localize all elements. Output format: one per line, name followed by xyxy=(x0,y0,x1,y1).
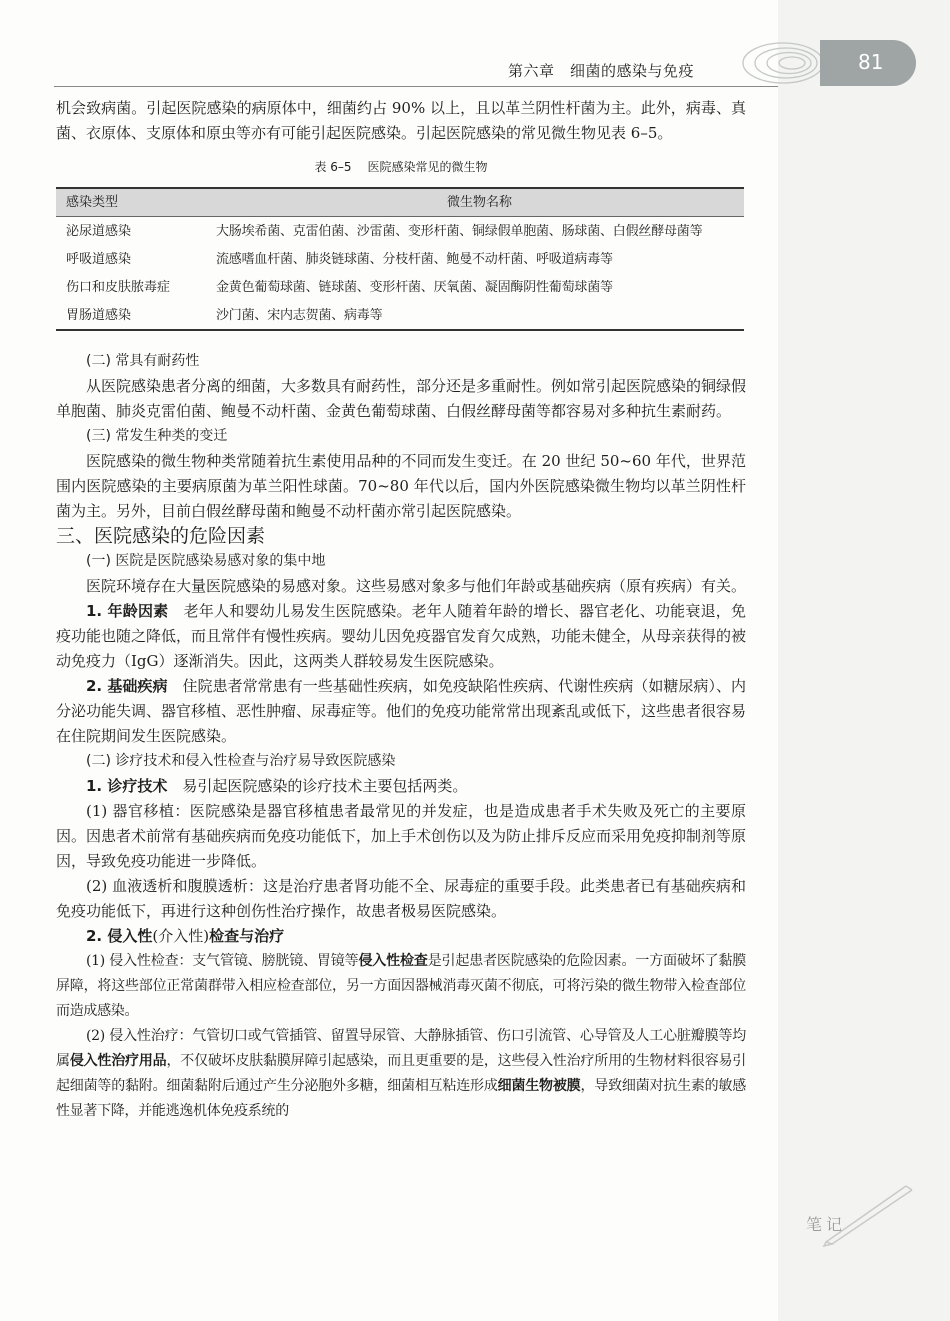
subheading: (三) 常发生种类的变迁 xyxy=(86,428,228,444)
paragraph: (2) 血液透析和腹膜透析：这是治疗患者肾功能不全、尿毒症的重要手段。此类患者已有基础疾病和免疫功能低下，再进行这种创伤性治疗操作，故患者极易医院感染。 xyxy=(56,877,746,920)
invasive-label-paren: (介入性) xyxy=(152,927,210,945)
tech-text: 易引起医院感染的诊疗技术主要包括两类。 xyxy=(182,777,468,795)
header-rule xyxy=(54,86,778,87)
table-number: 表 6–5 xyxy=(314,160,352,174)
table-header-row xyxy=(56,188,744,217)
paragraph xyxy=(56,924,746,949)
header-infection-type: 感染类型 xyxy=(56,188,215,217)
text-run: ，不仅破坏皮肤黏膜屏障引起感染，而且更重要的是，这些侵入性治疗所用的生物材料很容易引起细菌等的黏附。细菌黏附后通过产生分泌胞外多糖，细菌相互粘连形成 xyxy=(56,1053,747,1094)
text-run: 是引起患者医院感染的危险因素。一方面破坏了黏膜屏障，将这些部位正常菌群带入相应检查部位，另一方面因器械消毒灭菌不彻底，可将污染的微生物带入检查部位而造成感染。 xyxy=(56,953,746,1019)
microbe-cell: 沙门菌、宋内志贺菌、病毒等 xyxy=(215,301,744,330)
invasive-label-tail: 检查与治疗 xyxy=(209,927,285,945)
subheading: (二) 常具有耐药性 xyxy=(86,353,200,369)
age-factor-label: 1. 年龄因素 xyxy=(86,602,169,620)
paragraph xyxy=(56,774,746,799)
bold-term: 侵入性检查 xyxy=(358,953,428,969)
microbe-cell: 金黄色葡萄球菌、链球菌、变形杆菌、厌氧菌、凝固酶阴性葡萄球菌等 xyxy=(216,279,613,295)
chapter-title: 第六章 细菌的感染与免疫 xyxy=(508,62,695,80)
subheading: (二) 诊疗技术和侵入性检查与治疗易导致医院感染 xyxy=(86,753,396,769)
table-caption xyxy=(56,155,746,180)
header-microbe-name: 微生物名称 xyxy=(215,188,744,217)
table-row xyxy=(56,217,744,246)
text-run: ，导致细菌对抗生素的敏感性显著下降，并能逃逸机体免疫系统的 xyxy=(56,1078,746,1119)
paragraph: 医院环境存在大量医院感染的易感对象。这些易感对象多与他们年龄或基础疾病（原有疾病）有关。 xyxy=(86,577,747,595)
tech-label: 1. 诊疗技术 xyxy=(86,777,168,795)
table-row xyxy=(56,301,744,330)
infection-type-cell: 伤口和皮肤脓毒症 xyxy=(66,279,171,295)
paragraph: (1) 器官移植：医院感染是器官移植患者最常见的并发症，也是造成患者手术失败及死亡的主要原因。因患者术前常有基础疾病而免疫功能低下，加上手术创伤以及为防止排斥反应而采用免疫抑制剂等原因，导致免疫功能进一步降低。 xyxy=(56,802,747,870)
paragraph xyxy=(56,599,746,674)
base-disease-text: 住院患者常常患有一些基础性疾病，如免疫缺陷性疾病、代谢性疾病（如糖尿病）、内分泌功能失调、器官移植、恶性肿瘤、尿毒症等。他们的免疫功能常常出现紊乱或低下，这些患者很容易在住院期间发生医院感染。 xyxy=(56,677,747,745)
page-body xyxy=(56,96,746,1124)
text-run: (2) 侵入性治疗：气管切口或气管插管、留置导尿管、大静脉插管、伤口引流管、心导管及人工心脏瓣膜等均属 xyxy=(56,1028,746,1069)
infection-type-cell: 泌尿道感染 xyxy=(66,223,132,239)
paragraph xyxy=(56,949,746,1024)
microbe-table xyxy=(56,187,744,331)
microbe-cell: 流感嗜血杆菌、肺炎链球菌、分枝杆菌、鲍曼不动杆菌、呼吸道病毒等 xyxy=(216,251,613,267)
base-disease-label: 2. 基础疾病 xyxy=(86,677,168,695)
paragraph: 从医院感染患者分离的细菌，大多数具有耐药性，部分还是多重耐性。例如常引起医院感染的铜绿假单胞菌、肺炎克雷伯菌、鲍曼不动杆菌、金黄色葡萄球菌、白假丝酵母菌等都容易对多种抗生素耐药。 xyxy=(56,377,747,420)
bold-term: 侵入性治疗用品 xyxy=(69,1053,167,1069)
table-row xyxy=(56,273,744,301)
text-run: (1) 侵入性检查：支气管镜、膀胱镜、胃镜等 xyxy=(86,953,359,969)
table-row xyxy=(56,245,744,273)
paragraph: 机会致病菌。引起医院感染的病原体中，细菌约占 90% 以上，且以革兰阴性杆菌为主。此外，病毒、真菌、衣原体、支原体和原虫等亦有可能引起医院感染。引起医院感染的常见微生物见表 6–5。 xyxy=(56,99,746,142)
infection-type-cell: 胃肠道感染 xyxy=(56,301,215,330)
notes-label: 笔记 xyxy=(806,1215,847,1234)
age-factor-text: 老年人和婴幼儿易发生医院感染。老年人随着年龄的增长、器官老化、功能衰退，免疫功能也随之降低，而且常伴有慢性疾病。婴幼儿因免疫器官发育欠成熟，功能未健全，从母亲获得的被动免疫力（IgG）逐渐消失。因此，这两类人群较易发生医院感染。 xyxy=(56,602,747,670)
page-number: 81 xyxy=(858,50,884,74)
microbe-cell: 大肠埃希菌、克雷伯菌、沙雷菌、变形杆菌、铜绿假单胞菌、肠球菌、白假丝酵母菌等 xyxy=(216,223,703,239)
swirl-logo-icon xyxy=(738,38,828,88)
table-title: 医院感染常见的微生物 xyxy=(367,160,488,174)
bold-term: 细菌生物被膜 xyxy=(497,1078,581,1094)
infection-type-cell: 呼吸道感染 xyxy=(66,251,132,267)
paragraph: 医院感染的微生物种类常随着抗生素使用品种的不同而发生变迁。在 20 世纪 50~60 年代，世界范围内医院感染的主要病原菌为革兰阳性球菌。70~80 年代以后，国内外医院感染微生物均以革兰阴性杆菌为主。另外，目前白假丝酵母菌和鲍曼不动杆菌亦常引起医院感染。 xyxy=(56,452,746,520)
paragraph xyxy=(56,1024,746,1124)
subheading: (一) 医院是医院感染易感对象的集中地 xyxy=(86,553,326,569)
paragraph xyxy=(56,674,746,749)
invasive-label: 2. 侵入性 xyxy=(86,927,153,945)
section-heading: 三、医院感染的危险因素 xyxy=(56,525,266,547)
side-margin xyxy=(778,0,950,1321)
